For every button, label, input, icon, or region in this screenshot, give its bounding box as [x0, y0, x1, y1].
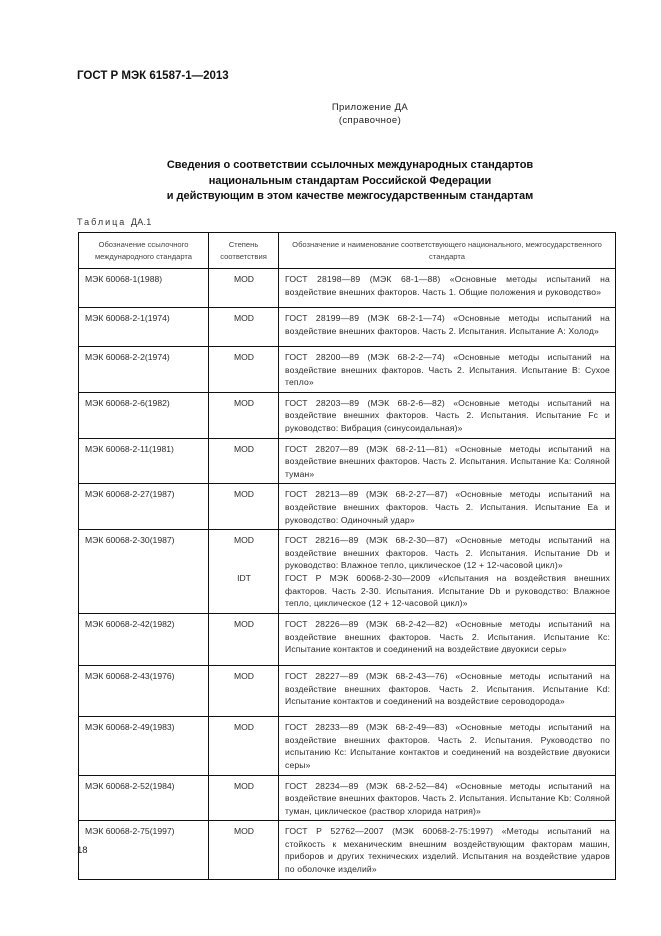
- section-title: [100, 158, 600, 205]
- table-caption-number: ДА.1: [130, 217, 152, 227]
- international-standard-cell: МЭК 60068-2-11(1981): [79, 438, 209, 484]
- table-caption-word: Таблица: [77, 217, 127, 227]
- table-header-row: [79, 233, 616, 269]
- degree-value: MOD: [233, 535, 255, 546]
- degree-value: MOD: [233, 397, 255, 408]
- international-standard-cell: МЭК 60068-2-2(1974): [79, 347, 209, 393]
- table-row: [79, 308, 616, 347]
- national-standard-text: ГОСТ 28203—89 (МЭК 68-2-6—82) «Основные методы испытаний на воздействие внешних факторов. Часть 2. Испытания. Испытание Fc и руководство: Вибрация (синусоидальная)»: [285, 397, 610, 433]
- national-standard-text: ГОСТ 28233—89 (МЭК 68-2-49—83) «Основные методы испытаний на воздействие внешних факторов. Часть 2. Испытания. Руководство по испытанию Кс: Испытание контактов и соединений на воздействие двуокиси серы»: [285, 722, 610, 770]
- international-standard-cell: МЭК 60068-2-30(1987): [79, 530, 209, 614]
- national-standard-text: ГОСТ Р МЭК 60068-2-30—2009 «Испытания на воздействия внешних факторов. Часть 2-30. Испытания. Испытание Db и руководство: Влажное тепло, циклическое (12 + 12-часовой цикл)»: [285, 572, 610, 609]
- national-standard-cell: [279, 438, 616, 484]
- table-row: [79, 530, 616, 614]
- degree-cell: [209, 717, 279, 775]
- national-standard-text: ГОСТ Р 52762—2007 (МЭК 60068-2-75:1997) «Методы испытаний на стойкость к механическим внешним воздействующим факторам машин, приборов и других технических изделий. Испытания на воздействие ударов по оболочке изделий»: [285, 826, 610, 875]
- table-row: [79, 614, 616, 666]
- international-standard-cell: МЭК 60068-1(1988): [79, 269, 209, 308]
- international-standard-cell: МЭК 60068-2-49(1983): [79, 717, 209, 775]
- international-standard-cell: МЭК 60068-2-1(1974): [79, 308, 209, 347]
- degree-cell: [209, 308, 279, 347]
- spacer: [215, 547, 273, 572]
- degree-value: IDT: [237, 572, 251, 583]
- national-standard-text: ГОСТ 28227—89 (МЭК 68-2-43—76) «Основные методы испытаний на воздействие внешних факторов. Часть 2. Испытания. Испытание Kd: Испытание контактов и соединений на воздействие сероводорода»: [285, 671, 610, 707]
- table-row: [79, 392, 616, 438]
- national-standard-cell: [279, 308, 616, 347]
- national-standard-cell: [279, 392, 616, 438]
- international-standard-cell: МЭК 60068-2-52(1984): [79, 775, 209, 821]
- national-standard-cell: [279, 717, 616, 775]
- table-row: [79, 269, 616, 308]
- column-header-national: Обозначение и наименование соответствующего национального, межгосударственного стандарта: [279, 233, 616, 269]
- title-line-2: национальным стандартам Российской Федерации: [208, 174, 492, 187]
- title-line-1: Сведения о соответствии ссылочных международных стандартов: [166, 159, 534, 171]
- table-row: [79, 484, 616, 530]
- annex-title: Приложение ДА: [331, 102, 409, 113]
- international-standard-cell: МЭК 60068-2-43(1976): [79, 666, 209, 717]
- document-code: ГОСТ Р МЭК 61587-1—2013: [77, 70, 229, 82]
- page-number: 18: [77, 845, 88, 856]
- degree-cell: [209, 269, 279, 308]
- table-row: [79, 775, 616, 821]
- national-standard-text: ГОСТ 28199—89 (МЭК 68-2-1—74) «Основные методы испытаний на воздействие внешних факторов. Часть 2. Испытания. Испытание А: Холод»: [285, 313, 610, 336]
- annex-heading: [280, 101, 460, 127]
- national-standard-cell: [279, 775, 616, 821]
- degree-cell: [209, 484, 279, 530]
- column-header-international: Обозначение ссылочного международного стандарта: [79, 233, 209, 269]
- degree-cell: [209, 775, 279, 821]
- international-standard-cell: МЭК 60068-2-6(1982): [79, 392, 209, 438]
- standards-table: [78, 232, 616, 880]
- degree-value: MOD: [233, 443, 255, 454]
- national-standard-text: ГОСТ 28216—89 (МЭК 68-2-30—87) «Основные методы испытаний на воздействие внешних факторов. Часть 2. Испытания. Испытание Db и руководство: Влажное тепло, циклическое (12 + 12-часовой цикл)»: [285, 535, 610, 571]
- national-standard-text: ГОСТ 28213—89 (МЭК 68-2-27—87) «Основные методы испытаний на воздействие внешних факторов. Часть 2. Испытания. Испытание Еа и руководство: Одиночный удар»: [285, 489, 610, 525]
- national-standard-cell: [279, 614, 616, 666]
- degree-value: MOD: [233, 313, 255, 323]
- table-caption: [77, 217, 152, 227]
- national-standard-text: ГОСТ 28200—89 (МЭК 68-2-2—74) «Основные методы испытаний на воздействие внешних факторов. Часть 2. Испытания. Испытание В: Сухое тепло»: [285, 352, 610, 388]
- degree-value: MOD: [233, 619, 255, 630]
- national-standard-text: ГОСТ 28198—89 (МЭК 68-1—88) «Основные методы испытаний на воздействие внешних факторов. Часть 1. Общие положения и руководство»: [285, 274, 610, 297]
- degree-cell: [209, 614, 279, 666]
- table-row: [79, 347, 616, 393]
- degree-value: MOD: [233, 671, 255, 682]
- degree-value: MOD: [233, 722, 255, 733]
- annex-subtitle: (справочное): [338, 115, 402, 126]
- national-standard-cell: [279, 821, 616, 879]
- national-standard-cell: [279, 666, 616, 717]
- national-standard-cell: [279, 347, 616, 393]
- table-row: [79, 438, 616, 484]
- national-standard-cell: [279, 484, 616, 530]
- degree-value: MOD: [233, 780, 255, 791]
- national-standard-text: ГОСТ 28207—89 (МЭК 68-2-11—81) «Основные методы испытаний на воздействие внешних факторов. Часть 2. Испытания. Испытание Ка: Соляной туман»: [285, 443, 610, 479]
- national-standard-cell: [279, 269, 616, 308]
- degree-cell: [209, 392, 279, 438]
- degree-value: MOD: [233, 274, 255, 284]
- degree-cell: [209, 530, 279, 614]
- title-line-3: и действующим в этом качестве межгосударственным стандартам: [166, 190, 534, 202]
- national-standard-cell: [279, 530, 616, 614]
- national-standard-text: ГОСТ 28234—89 (МЭК 68-2-52—84) «Основные методы испытаний на воздействие внешних факторов. Часть 2. Испытания. Испытание Kb: Соляной туман, циклическое (раствор хлорида натрия)»: [285, 780, 610, 816]
- international-standard-cell: МЭК 60068-2-27(1987): [79, 484, 209, 530]
- table-row: [79, 666, 616, 717]
- table-body: [79, 269, 616, 880]
- degree-value: MOD: [233, 352, 255, 362]
- table-row: [79, 821, 616, 879]
- degree-cell: [209, 438, 279, 484]
- degree-cell: [209, 666, 279, 717]
- international-standard-cell: МЭК 60068-2-42(1982): [79, 614, 209, 666]
- degree-cell: [209, 347, 279, 393]
- international-standard-cell: МЭК 60068-2-75(1997): [79, 821, 209, 879]
- column-header-degree: Степень соответствия: [209, 233, 279, 269]
- degree-value: MOD: [233, 489, 255, 500]
- degree-value: MOD: [233, 826, 255, 837]
- national-standard-text: ГОСТ 28226—89 (МЭК 68-2-42—82) «Основные методы испытаний на воздействие внешних факторов. Часть 2. Испытания. Испытание Кс: Испытание контактов и соединений на воздействие двуокиси серы»: [285, 619, 610, 655]
- degree-cell: [209, 821, 279, 879]
- table-row: [79, 717, 616, 775]
